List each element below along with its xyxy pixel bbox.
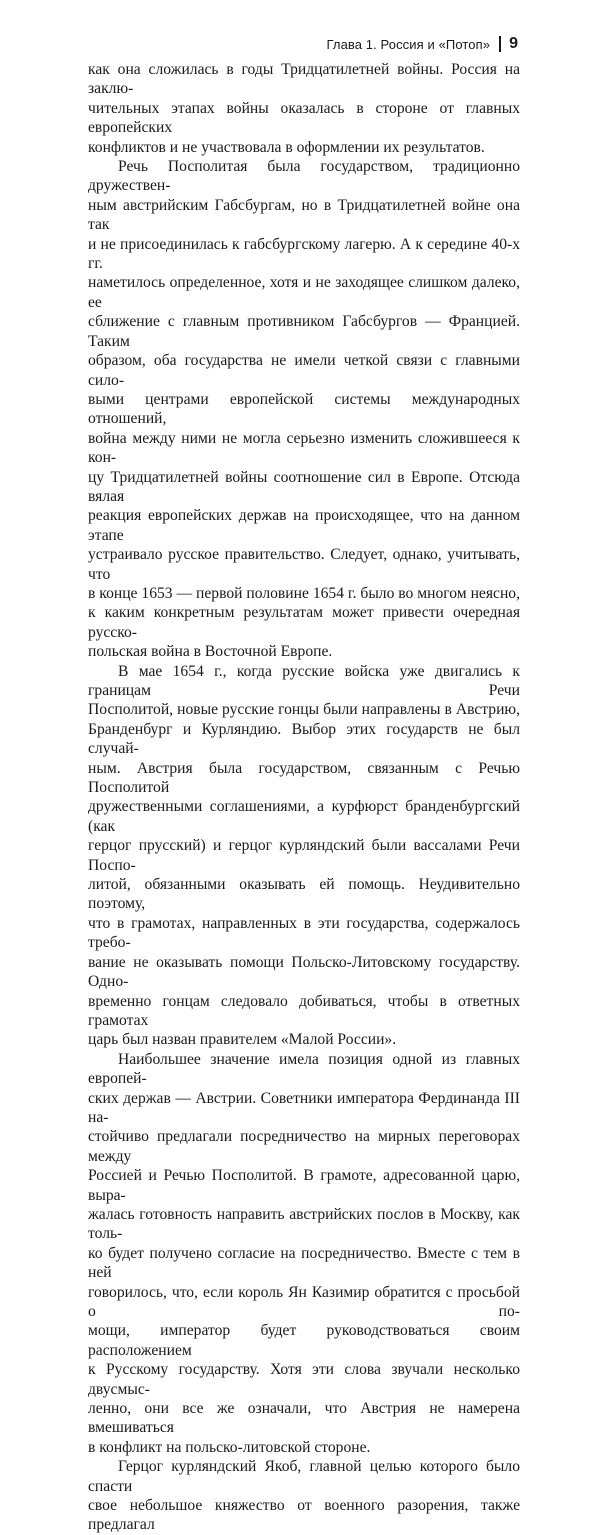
text-line: Речь Посполитая была государством, традиционно дружествен- xyxy=(88,158,520,195)
text-line: как она сложилась в годы Тридцатилетней войны. Россия на заклю- xyxy=(88,61,520,98)
body-text xyxy=(88,60,520,1535)
text-line: ным австрийским Габсбургам, но в Тридцатилетней войне она так xyxy=(88,196,520,234)
text-line: мощи, император будет руководствоваться своим расположением xyxy=(88,1322,520,1359)
text-line: временно гонцам следовало добиваться, чтобы в ответных грамотах xyxy=(88,992,520,1029)
text-line: наметилось определенное, хотя и не заходящее слишком далеко, ее xyxy=(88,274,520,311)
text-line: ным. Австрия была государством, связанным с Речью Посполитой xyxy=(88,759,520,797)
header-separator xyxy=(499,36,501,52)
text-line: ко будет получено согласие на посредничество. Вместе с тем в ней xyxy=(88,1244,520,1282)
text-line: говорилось, что, если король Ян Казимир обратится с просьбой о по- xyxy=(88,1283,520,1320)
text-line: свое небольшое княжество от военного разорения, также предлагал xyxy=(88,1497,520,1534)
text-line: в конце 1653 — первой половине 1654 г. было во многом неясно, xyxy=(88,584,520,602)
text-line: конфликтов и не участвовала в оформлении их результатов. xyxy=(88,138,485,156)
text-line: ских держав — Австрии. Советники императора Фердинанда III на- xyxy=(88,1089,520,1126)
text-line: сближение с главным противником Габсбургов — Францией. Таким xyxy=(88,313,520,350)
text-line: что в грамотах, направленных в эти государства, содержалось требо- xyxy=(88,914,520,952)
text-line: в конфликт на польско-литовской стороне. xyxy=(88,1438,371,1456)
text-line: к Русскому государству. Хотя эти слова звучали несколько двусмыс- xyxy=(88,1361,520,1398)
text-line: польская война в Восточной Европе. xyxy=(88,643,333,661)
text-line: герцог прусский) и герцог курляндский были вассалами Речи Поспо- xyxy=(88,837,520,874)
text-line: и не присоединилась к габсбургскому лагерю. А к середине 40-х гг. xyxy=(88,235,520,273)
text-line: к каким конкретным результатам может привести очередная русско- xyxy=(88,604,520,641)
text-line: вание не оказывать помощи Польско-Литовскому государству. Одно- xyxy=(88,953,520,991)
text-line: Герцог курляндский Якоб, главной целью которого было спасти xyxy=(88,1458,520,1495)
text-line: литой, обязанными оказывать ей помощь. Неудивительно поэтому, xyxy=(88,876,520,913)
text-line: жалась готовность направить австрийских послов в Москву, как толь- xyxy=(88,1205,520,1243)
chapter-title: Глава 1. Россия и «Потоп» xyxy=(326,36,491,52)
text-line: образом, оба государства не имели четкой связи с главными сило- xyxy=(88,352,520,389)
text-line: Посполитой, новые русские гонцы были направлены в Австрию, xyxy=(88,701,520,719)
text-line: Россией и Речью Посполитой. В грамоте, адресованной царю, выра- xyxy=(88,1167,520,1204)
text-line: война между ними не могла серьезно изменить сложившееся к кон- xyxy=(88,429,520,467)
running-head xyxy=(326,35,518,53)
text-line: Наибольшее значение имела позиция одной из главных европей- xyxy=(88,1050,520,1088)
text-line: реакция европейских держав на происходящее, что на данном этапе xyxy=(88,507,520,544)
text-line: В мае 1654 г., когда русские войска уже двигались к границам Речи xyxy=(88,662,520,699)
text-line: ленно, они все же означали, что Австрия не намерена вмешиваться xyxy=(88,1400,520,1437)
text-line: устраивало русское правительство. Следует, однако, учитывать, что xyxy=(88,546,520,583)
text-line: Бранденбург и Курляндию. Выбор этих государств не был случай- xyxy=(88,720,520,758)
text-line: цу Тридцатилетней войны соотношение сил в Европе. Отсюда вялая xyxy=(88,468,520,505)
text-line: дружественными соглашениями, а курфюрст бранденбургский (как xyxy=(88,798,520,835)
text-line: чительных этапах войны оказалась в стороне от главных европейских xyxy=(88,99,520,137)
text-line: выми центрами европейской системы международных отношений, xyxy=(88,390,520,428)
text-line: стойчиво предлагали посредничество на мирных переговорах между xyxy=(88,1128,520,1165)
text-line: царь был назван правителем «Малой России». xyxy=(88,1031,397,1049)
page-number: 9 xyxy=(509,35,518,52)
